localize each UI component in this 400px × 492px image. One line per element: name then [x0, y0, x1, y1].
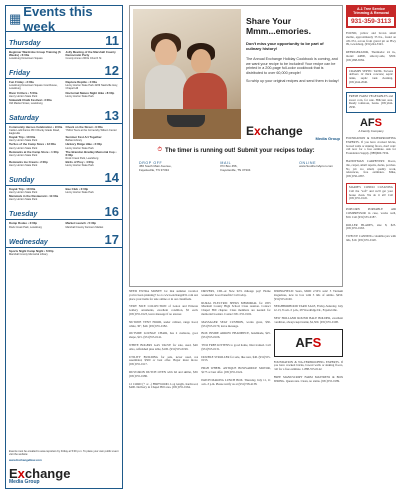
day-name: Saturday	[9, 114, 39, 122]
day-date: 12	[104, 63, 119, 79]
event-item: Kayak Trip • 10:00a Henry Horton State Park	[9, 135, 38, 143]
classified-item: SPRINGFIELD: Sears, MOD 2.50% sale! 3 Vietnam magazines, new in box with 3 lids of ammo. $450. (931)555-0160.	[273, 290, 343, 301]
classified-item: VERY NICE COLLECTION of Lenox and Princess Gallery ornaments, excellent condition, $5 each. (931)555-0123, leave message if no answer.	[129, 304, 199, 316]
event-item: Bee Club • 2:00p Henry Horton State Park	[65, 187, 94, 195]
classified-item: TWELVE CANNING columbia jars with lids, $10. (931)555-0120.	[346, 234, 396, 242]
day-name: Tuesday	[9, 211, 38, 219]
classified-item: DRIVERS, CDL-A: New 92% mileage pay! Home weekends! Good benefits! Call today.	[201, 290, 271, 297]
event-item: Hickory Ridge Hike • 2:00p Henry Horton State Park	[65, 142, 103, 150]
method-online[interactable]: ONLINE www.SouthernApron.com	[299, 161, 333, 168]
event-item: Beginner Wardrobe Group Training (6 Weeks) • 6:00a Lewisburg Downtown Square	[9, 50, 61, 61]
event-item: Sports Night Camp Night • 6:00p Marshall County Memorial Library	[9, 248, 54, 256]
boxed-classified: FRESH FARM VEGETABLES and sweet corn, for sale. Hillcrest area. Ready tomatoes, beans. (931)244-2930.	[346, 92, 396, 113]
events-header	[6, 6, 122, 32]
classified-item: HANDYMAN CARPENTRY. Doors, tile, carpet, small repairs, decks, porches. No job too small, quality work, references, free estimates. Mike, (931)556-4367.	[346, 158, 396, 179]
classified-item: POPCORN PORTABLE AIR COMPRESSOR in case, works well, $50. Call (931)555-0187.	[346, 207, 396, 219]
boxed-classified: CRAMPS SEPTIC TANK. Stevens delivers 12 thick concrete; septic tanks, septic tank cleaning. (931)244-2046.	[346, 67, 396, 88]
event-item: Jolly Meeting of the Marshall County Democratic Party County Annex 200 E Church St	[65, 50, 116, 61]
classified-item: NUTONE VENT HOOD, under cabinet, range hood, white, 30", $40. (931)555-0182.	[129, 319, 199, 328]
classified-item: ROLLER BLADES, size 8, $25. (931)555-0163.	[346, 222, 396, 231]
classified-item: WHITE BOGERS GAS VALVE for sale, used, $40. Also, refinished pine table, $100. (931)555-0199.	[129, 342, 199, 351]
classified-item: PATCH MAKING LUNCH BOX. Thursday, July 11, 11 a.m.-3 p.m. Please notify us at (931)728-4138.	[201, 377, 271, 386]
day-name: Thursday	[9, 40, 41, 47]
day-date: 14	[104, 170, 119, 186]
classified-item: RURAL ELECTRIC SEEKS MEMORIAL for 1955 Marshall County High School Class reunion. Contact Chapel Hill chapter. Class members are needed for memorial booklet. Contact 931-555-0102.	[201, 300, 271, 316]
event-item: Rapture Reptile • 4:00a Henry Horton State Park 4209 Nashville Hwy, Chapel Hill	[65, 80, 118, 91]
classified-column-3	[274, 290, 343, 489]
ad-title: Share Your Mmm...emories.	[246, 16, 311, 36]
classified-item: NEED EXTRA MONEY for that summer vacation you've been planning? Go to www.exchange931.com and place your items for sale online or in our classifieds.	[129, 290, 199, 301]
classified-item: 12 CORD (+ or -) FIREWOOD. Log length, hardwood, $400. Delivery in Chapel Hill area. (931)555-0164.	[129, 381, 199, 390]
classified-item: OUTSIDE LOUNGE CHAIR, has 2 cushions, good shape, $15. (931)555-0141.	[129, 331, 199, 340]
event-item: Remnants at the Camp Store • 1:00p Henry Horton State Park	[9, 149, 59, 157]
day-name: Friday	[9, 70, 31, 78]
boxed-classified: MARIE'S CONDO CLEANING Call the "soft" and we'll get your house clean. We do it all! Call (931)555-0145.	[346, 183, 396, 204]
event-item: Summer Fest Art Together Belfast Library	[65, 135, 102, 143]
submit-methods	[133, 161, 339, 173]
family-cooking-photo	[133, 9, 241, 139]
cookbook-ad	[129, 5, 343, 287]
event-item: Turtles of the Camp Store • 12:00a Henry Horton State Park	[9, 142, 56, 150]
classified-item: BOX INSIDE ARROW HEADPIECE, handmade, $25. (931)555-0106.	[201, 331, 271, 340]
event-item: Dump Rodeo • 2:00p Rock Creek Park, Lewisburg	[9, 221, 42, 229]
classified-item: FOUNDATION & WATERPROOFING EXPERTS. If you have cracked bricks, bowed walls or sinking floors, don't wait: call now for a free estimate. Ask for Foundation Supply. (888)660-7034.	[346, 135, 396, 156]
classified-item: REFRIGERATOR, Thermador 24 in., model 44800, side-by-side, $300. (931)368-6584.	[346, 50, 396, 62]
events-footer	[9, 450, 119, 485]
tree-service-phone[interactable]: 931-359-3113	[348, 17, 394, 26]
afs-logo: AFS A Family Company	[358, 116, 384, 133]
day-date: 17	[104, 231, 119, 247]
afs-logo: AF S	[274, 329, 343, 357]
classified-item: MASSAGER SEAT CUSHION, works great, $30. (931)555-0179, leave message.	[201, 319, 271, 328]
classified-item: HIGH WHEEL ANTIQUE BOWSADDLE MOTOR, $175 or best offer. (931)555-0124.	[201, 366, 271, 374]
events-url-link[interactable]: www.ExchangeNow.com	[9, 458, 42, 462]
day-sunday	[6, 172, 122, 203]
events-column	[5, 5, 123, 489]
timer-text: The timer is running out! Submit your recipes today:	[165, 147, 315, 154]
day-friday	[6, 65, 122, 107]
day-tuesday	[6, 206, 122, 230]
exchange-logo: Exchange Media Group	[9, 466, 71, 485]
day-saturday	[6, 107, 122, 169]
event-item: Kayak Trip • 10:00a Henry Horton State Park	[9, 187, 38, 195]
event-item: Fun Friday • 3:00a Lewisburg Downtown Square Courthouse, Lewisburg	[9, 80, 58, 91]
day-date: 16	[104, 204, 119, 220]
classified-item: FOUND, yellow and brown small sheltie, approximately 35 lbs., found on 431/231, across from gravel pit on Hwy 99, Lewisburg. (931)244-5343.	[346, 31, 396, 47]
day-date: 13	[104, 107, 119, 123]
event-item: Check on the Street • 9:00a YMCA Tours at the Cornersby Wilson Center	[65, 124, 117, 133]
day-name: Wednesday	[9, 238, 48, 246]
event-item: Remnants Ice Cream • 2:00p Henry Horton State Park	[9, 159, 48, 167]
timer-line	[133, 147, 339, 154]
classified-item: NEW HOLLAND ROUND BALE BOLDER, excellent condition, always kept inside, $2,500. (931)555-0108.	[273, 315, 343, 324]
method-mail: MAIL PO Box 456, Fayetteville, TN 37334	[220, 161, 251, 172]
ad-subtitle: Don't miss your opportunity to be part of culinary history!	[246, 41, 324, 51]
classified-item: DUST-IRON DUTCH OVEN with lid and skillet, $30. (931)555-0186.	[129, 369, 199, 378]
classified-column-2	[201, 290, 270, 489]
ad-body: The Annual Exchange Holiday Cookbook is coming, and we want your recipe to be included! Your recipe can be printed in a 200-page full-color cookbook that is distributed to over 60,000 people!	[246, 57, 338, 75]
event-item: Birds of Prey • 4:00p Henry Horton State Park	[65, 159, 94, 167]
event-item: Sidewalk Chalk Festival • 3:00a Old Market Street, Lewisburg	[9, 97, 52, 105]
classified-item: UTILITY BUILDING for sale, never used, not assembled, $500 or best offer. Buyer must move. (931)555-0117.	[129, 354, 199, 367]
exchange-logo: Exchange Media Group	[246, 124, 340, 141]
method-drop-off: DROP OFF 456 South Main Avenue, Fayetteville, TN 37334	[139, 161, 172, 172]
footer-note: Events must be emailed to area reporters by Friday at 5:00 p.m. To place your own public event visit the website:	[9, 449, 119, 456]
day-wednesday	[6, 231, 122, 258]
classified-item: NEIGHBORHOOD YARD SALE, Friday-Saturday, July 12-13, 8 a.m.-5 p.m., 28 Woodridge Dr., Fayetteville.	[273, 304, 343, 313]
event-item: Community Heroes Celebration • 9:00a Cattle Lodd Farms 95 N Rocky Glade Road, Eagleville	[9, 124, 63, 136]
timer-icon: ⏱	[157, 147, 162, 153]
events-title: Events this week	[23, 5, 93, 34]
day-thursday	[6, 35, 122, 62]
classified-item: DOUBLE STROLLER for sale, like new, $40. (931)555-0153.	[201, 354, 271, 363]
event-item: Nocturnal Nature Night Hike • 8:00p Henry Horton State Park	[65, 90, 115, 98]
right-classifieds	[346, 5, 396, 489]
calendar-icon: ▦	[9, 10, 22, 26]
event-item: River Critters • 5:00a Henry Horton State Park	[9, 90, 38, 98]
day-date: 11	[105, 33, 119, 48]
classified-column-1	[129, 290, 198, 489]
tree-service-ad: A-1 Tree Service Trimming & Removal 931-359-3113	[346, 5, 396, 28]
ad-body-2: So whip up your original recipes and send them in today!	[246, 79, 339, 84]
day-name: Sunday	[9, 177, 35, 185]
classified-item: FREE MANUSCRIPT FARM MATTRESS & BOX SPRING. Queen size. Clean, no stains. (931)555-0189.	[273, 374, 343, 383]
classified-item: TWO FREE KITTENS to good home, litter trained. Call (931)555-0131.	[201, 342, 271, 351]
classifieds	[129, 290, 343, 489]
event-item: Market Launch • 5:30p Marshall County Farmers Market	[65, 221, 104, 229]
event-item: The Brandon Bradley Memorial Cup • 6:00p Rock Creek Park, Lewisburg	[65, 149, 117, 160]
classified-item: FOUNDATION & WA-TERPROOFING EXPERTS. If you have cracked bricks, bowed walls or sinking floors, call for a free estimate. 1-888-555-0142.	[273, 359, 343, 372]
event-item: Mammals in the Restaurant • 11:00a Henry Horton State Park	[9, 194, 59, 202]
